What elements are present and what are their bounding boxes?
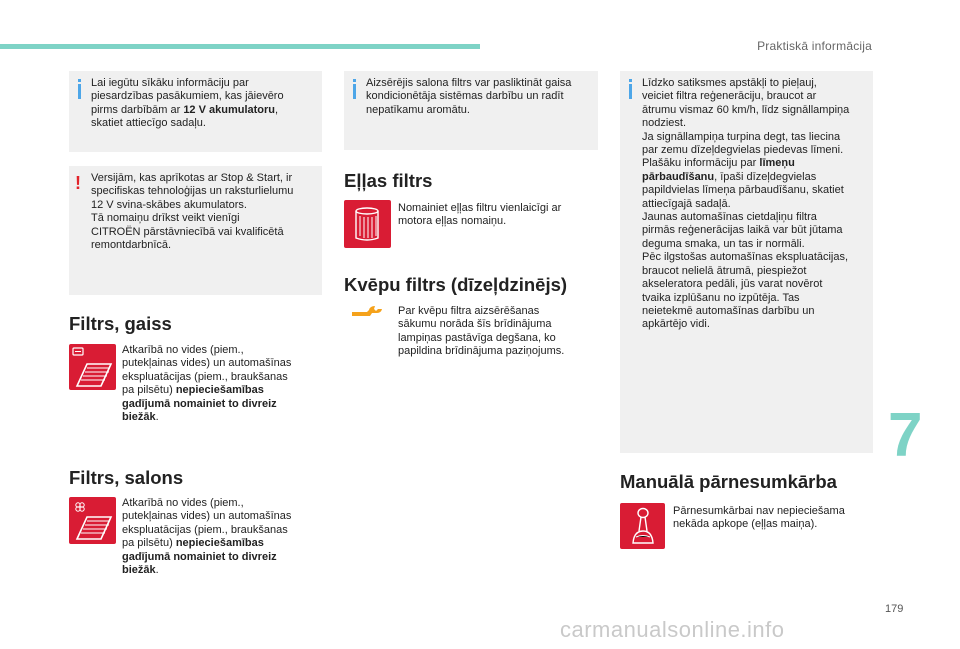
warning-text: Versijām, kas aprīkotas ar Stop & Start, ir specifiskas tehnoloģijas un raksturlielumu 12 V svina-skābes akumulators. Tā nomaiņu drīkst veikt vienīgi CITROËN pārstāvniecībā vai kvalificētā remontdarbnīcā. bbox=[91, 172, 294, 252]
info-icon bbox=[626, 79, 629, 101]
wrench-icon bbox=[350, 306, 384, 322]
info-icon bbox=[75, 79, 78, 101]
particle-filter-description: Par kvēpu filtra aizsērēšanas sākumu norāda šīs brīdinājuma lampiņas pastāvīga degšana, ko papildina brīdinājuma paziņojums. bbox=[398, 305, 565, 358]
gearbox-icon bbox=[620, 503, 665, 549]
heading-gearbox: Manuālā pārnesumkārba bbox=[620, 471, 837, 492]
info-text-cabin-filter: Aizsērējis salona filtrs var pasliktināt gaisa kondicionētāja sistēmas darbību un radīt nepatīkamu aromātu. bbox=[366, 77, 572, 116]
cabin-filter-icon bbox=[69, 497, 116, 544]
air-filter-description: Atkarībā no vides (piem., putekļainas vides) un automašīnas ekspluatācijas (piem., braukšanas pa pilsētu) nepieciešamības gadījumā nomainiet to divreiz biežāk. bbox=[122, 344, 292, 424]
top-accent-bar bbox=[0, 44, 480, 49]
cabin-filter-description: Atkarībā no vides (piem., putekļainas vides) un automašīnas ekspluatācijas (piem., braukšanas pa pilsētu) nepieciešamības gadījumā nomainiet to divreiz biežāk. bbox=[122, 497, 292, 577]
info-box-regeneration bbox=[620, 71, 873, 453]
oil-filter-description: Nomainiet eļļas filtru vienlaicīgi ar motora eļļas nomaiņu. bbox=[398, 202, 562, 228]
heading-oil-filter: Eļļas filtrs bbox=[344, 170, 433, 191]
warning-icon: ! bbox=[75, 173, 81, 193]
header-title: Praktiskā informācija bbox=[757, 39, 872, 53]
info-text-regeneration: Līdzko satiksmes apstākļi to pieļauj, veiciet filtra reģenerāciju, braucot ar ātrumu vismaz 60 km/h, līdz signāllampiņa nodziest. Ja signāllampiņa turpina degt, tas liecina par zemu dīzeļdegvielas piedevas līmeni. Plašāku informāciju par līmeņu pārbaudīšanu, īpaši dīzeļdegvielas papildvielas līmeņa pārbaudīšanu, skatiet attiecīgajā sadaļā. Jaunas automašīnas cietdaļiņu filtra pirmās reģenerācijas laikā var būt jūtama deguma smaka, un tas ir normāli. Pēc ilgstošas automašīnas ekspluatācijas, braucot nelielā ātrumā, piespiežot akseleratora pedāli, jūs varat novērot tvaika izplūšanu no izpūtēja. Tas neietekmē automašīnas darbību un apkārtējo vidi. bbox=[642, 77, 850, 331]
info-text-battery: Lai iegūtu sīkāku informāciju par piesardzības pasākumiem, kas jāievēro pirms darbībām ar 12 V akumulatoru, skatiet attiecīgo sadaļu. bbox=[91, 77, 284, 130]
chapter-number: 7 bbox=[888, 401, 923, 470]
heading-air-filter: Filtrs, gaiss bbox=[69, 313, 172, 334]
info-box-cabin-filter bbox=[344, 71, 598, 150]
heading-cabin-filter: Filtrs, salons bbox=[69, 467, 184, 488]
page-number: 179 bbox=[885, 603, 904, 615]
info-box-battery bbox=[69, 71, 322, 152]
air-filter-icon bbox=[69, 344, 116, 390]
watermark: carmanualsonline.info bbox=[560, 617, 785, 642]
info-icon bbox=[350, 79, 353, 101]
warning-box-stop-start bbox=[69, 166, 322, 295]
gearbox-description: Pārnesumkārbai nav nepieciešama nekāda apkope (eļļas maiņa). bbox=[673, 505, 845, 531]
oil-filter-icon bbox=[344, 200, 391, 248]
heading-particle-filter: Kvēpu filtrs (dīzeļdzinējs) bbox=[344, 274, 568, 295]
